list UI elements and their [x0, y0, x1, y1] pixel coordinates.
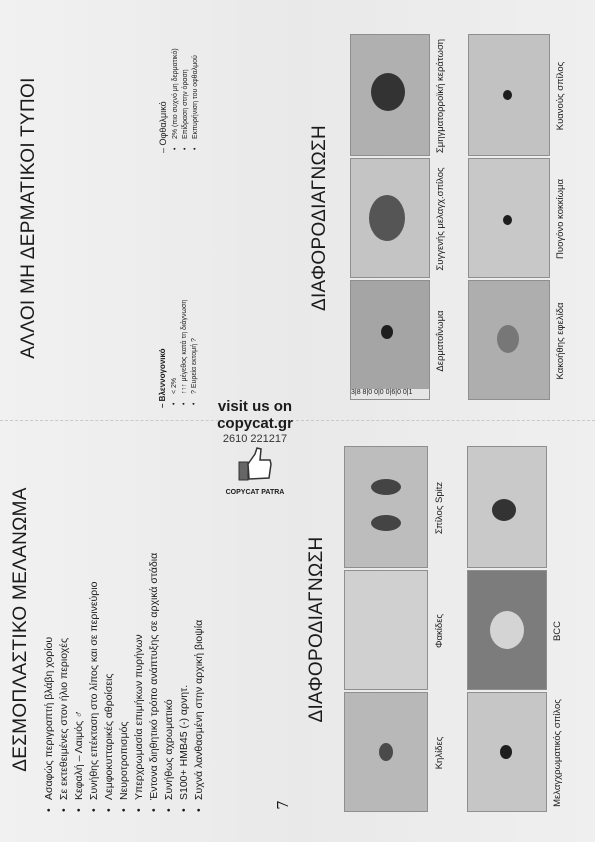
caption: Κυανούς σπίλος	[555, 61, 566, 131]
blue-nevus-photo	[468, 34, 550, 156]
lesion-spot	[492, 499, 516, 521]
slide-title: ΔΙΑΦΟΡΟΔΙΑΓΝΩΣΗ	[306, 536, 327, 723]
caption: Κακοήθης εφελίδα	[555, 302, 566, 380]
caption: Κηλίδες	[434, 736, 445, 770]
ocular-column	[158, 23, 201, 153]
slide-differential-bottom	[302, 427, 590, 832]
lesion-spot	[503, 90, 512, 100]
list-item: • Συνήθης επέκταση στο λίπος και σε περινεύριο	[87, 444, 102, 814]
stamp-brand: COPYCAT PATRA	[225, 489, 285, 496]
lesion-spot	[497, 325, 519, 353]
lesion-spot	[369, 195, 405, 241]
list-item: • 2% (πιο συχνό μη δερματικό)	[171, 23, 181, 153]
stamp-url: copycat.gr	[217, 415, 293, 432]
caption: Πυογόνο κοκκίωμα	[555, 179, 566, 259]
caption: Δερματοΐνωμα	[435, 310, 446, 372]
congenital-nevus-photo	[350, 158, 430, 278]
stamp-line: visit us on	[217, 398, 293, 415]
list-item: • Ασαφώς περιγραπτή βλάβη χορίου	[42, 444, 57, 814]
list-item: • Συχνά λανθασμένη στην αρχική βιοψία	[192, 444, 207, 814]
lentigo-maligna-photo	[468, 280, 550, 400]
list-item: • < 2%	[170, 228, 180, 408]
dermatofibroma-photo	[350, 280, 430, 400]
lesion-spot	[500, 745, 512, 759]
copyshop-stamp	[196, 398, 314, 513]
spitz-nevus-photo	[344, 446, 428, 568]
lesion-spot	[371, 515, 401, 531]
thumbs-up-icon	[235, 446, 275, 482]
pyogenic-granuloma-photo	[468, 158, 550, 278]
slide-other-types	[8, 18, 296, 418]
freckles-photo	[344, 570, 428, 690]
lesion-spot	[371, 479, 401, 495]
page-number: 7	[273, 800, 292, 810]
lesion-spot	[379, 743, 393, 761]
lesion-spot	[503, 215, 512, 225]
bullet-list	[42, 444, 207, 814]
caption: Σμηγματορροϊκή κεράτωση	[435, 38, 446, 154]
ruler: 3|8 8|0 0|0 0|6|0 0|1	[351, 389, 429, 399]
caption: Μελαγχρωματικός σπίλος	[552, 699, 563, 807]
bcc-photo	[467, 570, 547, 690]
caption: Φακίδες	[434, 613, 445, 649]
column-head: – Βλεννογονικό	[158, 348, 167, 408]
list-item: • Υπερχρωμασία επιμήκων πυρήνων	[132, 444, 147, 814]
list-item: • Εκπυρήνιση του οφθαλμού	[191, 23, 201, 153]
list-item: • Επίδραση στην όραση	[181, 23, 191, 153]
lesion-spot	[371, 73, 405, 111]
list-item: • Κεφαλή – Λαιμός ♂	[72, 444, 87, 814]
stamp-phone: 2610 221217	[222, 433, 288, 445]
lesion-spot	[381, 325, 393, 339]
list-item: • ? Ευρεία εκτομή ?	[190, 228, 200, 408]
slide-title: ΔΙΑΦΟΡΟΔΙΑΓΝΩΣΗ	[309, 124, 330, 312]
pigmented-nevus-photo	[467, 692, 547, 812]
mucosal-column	[158, 228, 200, 408]
slide-differential-top	[305, 18, 593, 418]
seborrheic-keratosis-photo	[350, 34, 430, 156]
list-item: • Συνήθως αχρωματικό	[162, 444, 177, 814]
list-item: • S100+ HMB45 (-) αρνητ.	[177, 444, 192, 814]
list-item: • Λεμφοκυτταρικές αθροίσεις	[102, 444, 117, 814]
slide-title: ΑΛΛΟΙ ΜΗ ΔΕΡΜΑΤΙΚΟΙ ΤΥΠΟΙ	[18, 77, 39, 359]
column-head: – Οφθαλμικό	[158, 101, 168, 153]
list-item: • Σε εκτεθειμένες στον ήλιο περιοχές	[57, 444, 72, 814]
caption: BCC	[552, 620, 563, 642]
caption: Συγγενής μελαγχ.σπίλος	[435, 167, 446, 271]
freckle-patch-photo	[344, 692, 428, 812]
slide-title: ΔΕΣΜΟΠΛΑΣΤΙΚΟ ΜΕΛΑΝΩΜΑ	[10, 487, 31, 772]
list-item: • Έντονα διηθητικό τρόπο ανάπτυξης σε αρχικά στάδια	[147, 444, 162, 814]
lesion-spot	[490, 611, 524, 649]
list-item: • ↑↑↑ μέγεθος κατά τη διάγνωση	[180, 228, 190, 408]
caption: Σπίλος Spitz	[434, 481, 445, 535]
list-item: • Νευροτροπισμός	[117, 444, 132, 814]
nevus-photo	[467, 446, 547, 568]
